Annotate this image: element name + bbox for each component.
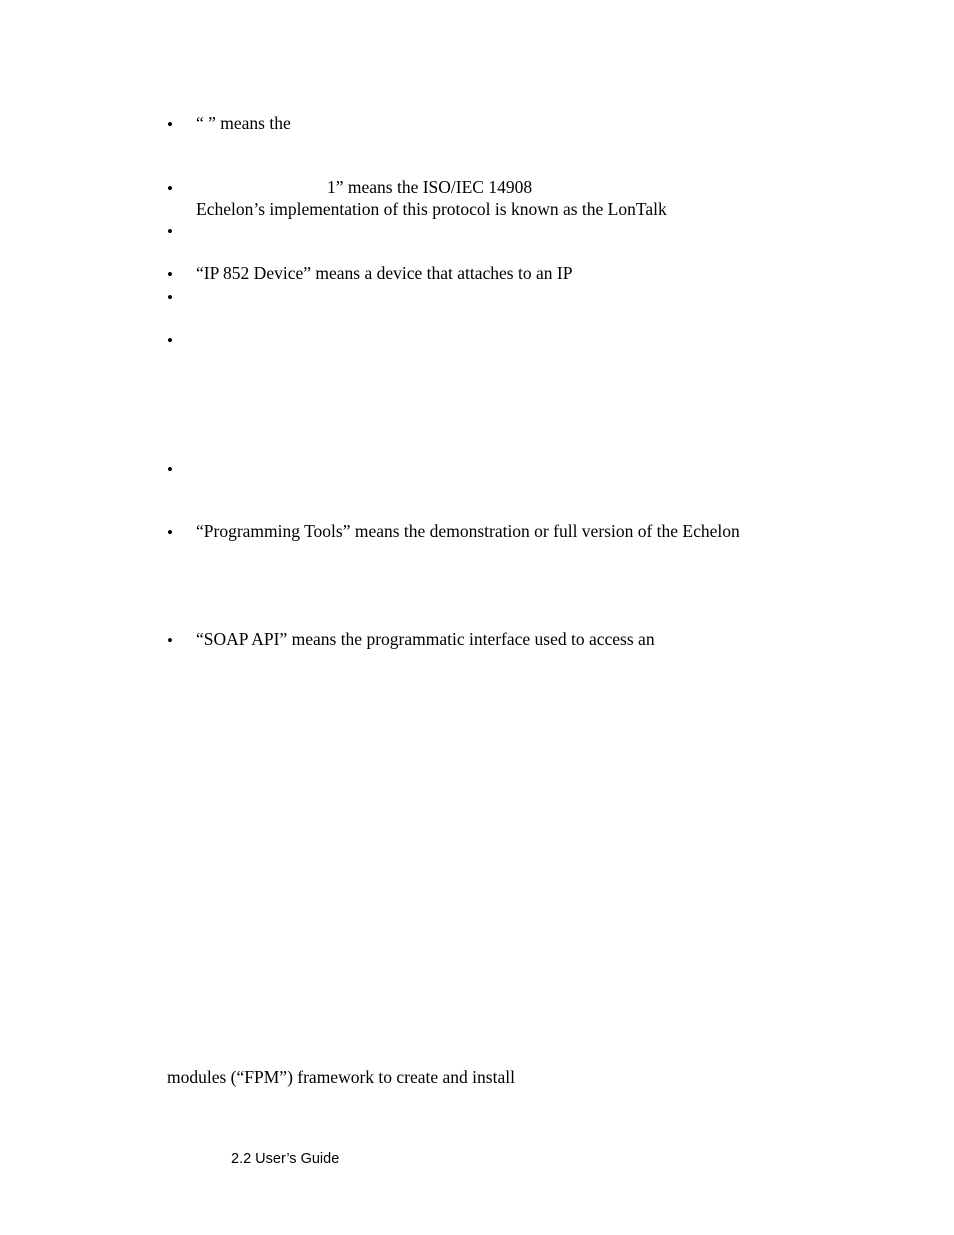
bullet-marker: •	[167, 460, 173, 479]
bullet-marker: •	[167, 265, 173, 284]
definition-fragment: “IP 852 Device” means a device that attaches to an IP	[196, 263, 573, 283]
bullet-marker: •	[167, 115, 173, 134]
paragraph-fragment: modules (“FPM”) framework to create and install	[167, 1067, 515, 1087]
bullet-marker: •	[167, 523, 173, 542]
definition-fragment: 1” means the ISO/IEC 14908	[327, 177, 533, 197]
definition-continuation: Echelon’s implementation of this protocol is known as the LonTalk	[196, 199, 667, 219]
bullet-marker: •	[167, 288, 173, 307]
bullet-marker: •	[167, 331, 173, 350]
page-footer: 2.2 User’s Guide	[231, 1151, 340, 1167]
bullet-marker: •	[167, 179, 173, 198]
definition-fragment: “SOAP API” means the programmatic interface used to access an	[196, 629, 655, 649]
definition-fragment: “Programming Tools” means the demonstration or full version of the Echelon	[196, 521, 740, 541]
bullet-marker: •	[167, 222, 173, 241]
definition-fragment: “ ” means the	[196, 113, 291, 133]
bullet-marker: •	[167, 631, 173, 650]
